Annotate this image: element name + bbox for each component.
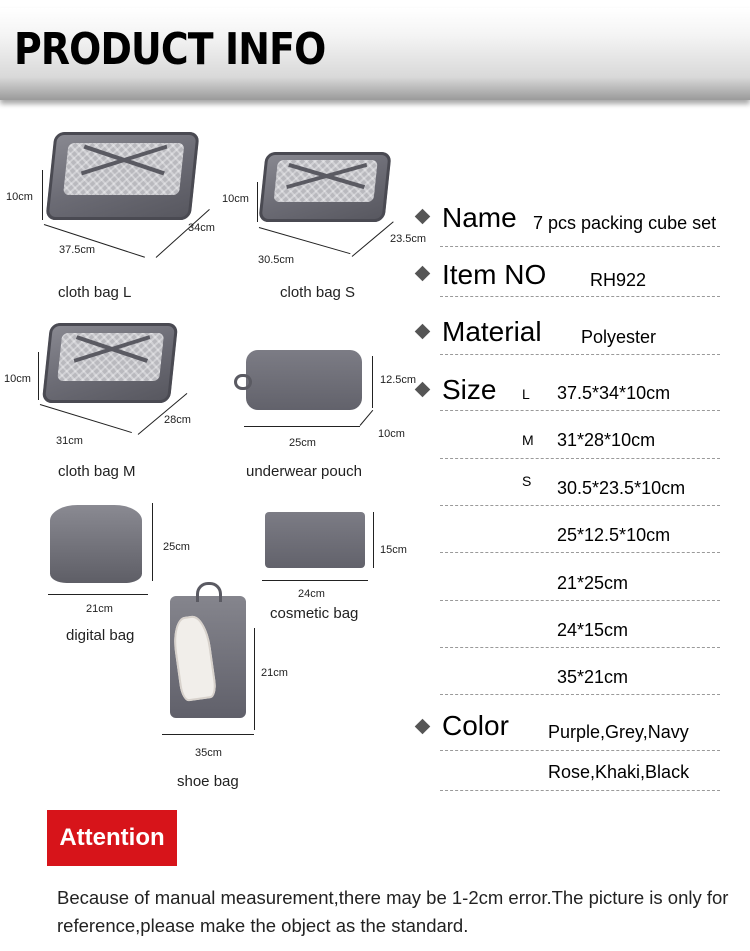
- digital-bag-width: 21cm: [86, 603, 113, 615]
- name-divider: [440, 246, 720, 247]
- cosmetic-bag-width: 24cm: [298, 588, 325, 600]
- size-value-pouch: 25*12.5*10cm: [557, 525, 671, 545]
- size-letter-l: L: [522, 386, 530, 402]
- color-value-line1: Purple,Grey,Navy: [548, 722, 689, 742]
- size-divider-4: [440, 552, 720, 553]
- cloth-bag-s-image: [258, 152, 391, 222]
- size-divider-2: [440, 458, 720, 459]
- cloth-bag-s-depth: 23.5cm: [390, 233, 427, 245]
- shoe-bag-width: 35cm: [195, 747, 222, 759]
- size-divider-3: [440, 505, 720, 506]
- size-letter-s: S: [522, 473, 532, 489]
- shoe-bag-height: 21cm: [261, 667, 288, 679]
- material-value: Polyester: [581, 327, 657, 347]
- size-letter-m: M: [522, 432, 534, 448]
- digital-bag-image: [50, 505, 142, 583]
- size-value-shoe: 35*21cm: [557, 667, 629, 687]
- cosmetic-bag-caption: cosmetic bag: [270, 605, 359, 622]
- cloth-bag-l-depth: 34cm: [188, 222, 215, 234]
- size-value-cosmetic: 24*15cm: [557, 620, 629, 640]
- header-banner: [0, 8, 750, 100]
- cloth-bag-s-width: 30.5cm: [258, 254, 295, 266]
- digital-bag-caption: digital bag: [66, 627, 135, 644]
- cloth-bag-m-depth: 28cm: [164, 414, 191, 426]
- cloth-bag-m-caption: cloth bag M: [58, 463, 136, 480]
- digital-bag-height: 25cm: [163, 541, 190, 553]
- underwear-pouch-depth: 10cm: [378, 428, 405, 440]
- underwear-pouch-width: 25cm: [289, 437, 316, 449]
- material-label: Material: [442, 316, 542, 347]
- size-divider-7: [440, 694, 720, 695]
- size-value-l: 37.5*34*10cm: [557, 383, 671, 403]
- cosmetic-bag-height: 15cm: [380, 544, 407, 556]
- cloth-bag-m-image: [42, 323, 178, 403]
- attention-note: Because of manual measurement,there may be 1-2cm error.The picture is only for reference,please make the object as the standard.: [57, 887, 729, 936]
- shoe-bag-caption: shoe bag: [177, 773, 239, 790]
- page-title: PRODUCT INFO: [14, 24, 326, 75]
- size-value-digital: 21*25cm: [557, 573, 629, 593]
- size-label: Size: [442, 374, 497, 405]
- name-diamond-icon: [415, 209, 431, 225]
- color-value-line2: Rose,Khaki,Black: [548, 762, 690, 782]
- size-value-m: 31*28*10cm: [557, 430, 656, 450]
- color-label: Color: [442, 710, 509, 741]
- item-no-value: RH922: [590, 270, 647, 290]
- name-value: 7 pcs packing cube set: [533, 213, 717, 233]
- color-divider-1: [440, 750, 720, 751]
- size-divider-6: [440, 647, 720, 648]
- underwear-pouch-height: 12.5cm: [380, 374, 417, 386]
- cloth-bag-s-height: 10cm: [222, 193, 249, 205]
- underwear-pouch-image: [246, 350, 362, 410]
- material-divider: [440, 354, 720, 355]
- cloth-bag-l-width: 37.5cm: [59, 244, 96, 256]
- item-no-label: Item NO: [442, 259, 547, 290]
- color-diamond-icon: [415, 719, 431, 735]
- size-diamond-icon: [415, 382, 431, 398]
- item-no-divider: [440, 296, 720, 297]
- cloth-bag-l-height: 10cm: [6, 191, 33, 203]
- cosmetic-bag-image: [265, 512, 365, 568]
- size-divider-1: [440, 410, 720, 411]
- name-label: Name: [442, 202, 517, 233]
- cloth-bag-l-caption: cloth bag L: [58, 284, 132, 301]
- cloth-bag-m-width: 31cm: [56, 435, 83, 447]
- size-value-s: 30.5*23.5*10cm: [557, 478, 686, 498]
- material-diamond-icon: [415, 324, 431, 340]
- size-divider-5: [440, 600, 720, 601]
- item-no-diamond-icon: [415, 266, 431, 282]
- cloth-bag-l-image: [45, 132, 199, 220]
- cloth-bag-s-caption: cloth bag S: [280, 284, 356, 301]
- underwear-pouch-caption: underwear pouch: [246, 463, 362, 480]
- cloth-bag-m-height: 10cm: [4, 373, 31, 385]
- color-divider-2: [440, 790, 720, 791]
- attention-badge: Attention: [47, 810, 177, 866]
